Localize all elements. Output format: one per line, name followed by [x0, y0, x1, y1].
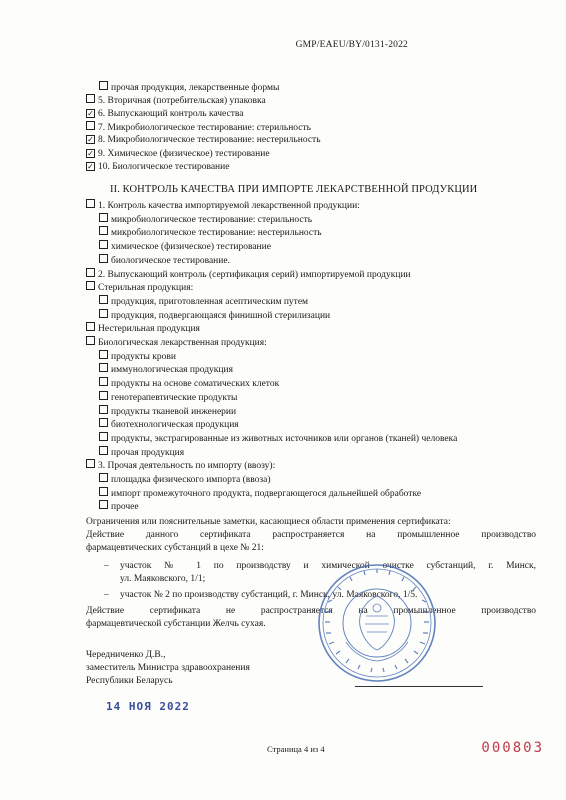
- signatory-country: Республики Беларусь: [86, 676, 173, 686]
- checkbox-icon: [99, 377, 108, 386]
- section2_items-item: [99, 418, 239, 431]
- section2_items-item: [99, 500, 139, 513]
- checkbox-icon: [99, 391, 108, 400]
- section2_items-item-text: Стерильная продукция:: [98, 283, 194, 294]
- section2_items-item: [99, 446, 184, 459]
- section2_items-item-text: импорт промежуточного продукта, подвергающегося дальнейшей обработке: [111, 488, 422, 499]
- section2_items-item: [99, 240, 271, 253]
- section1_items-item: [86, 108, 243, 120]
- signatory-position: заместитель Министра здравоохранения: [86, 663, 250, 673]
- section1_items-item: [86, 121, 311, 134]
- checked-checkbox-icon: ✓: [87, 148, 94, 158]
- section2_items-item-text: микробиологическое тестирование: нестерильность: [111, 228, 322, 239]
- section2_items-item: [99, 363, 233, 376]
- checkbox-icon: [99, 213, 108, 222]
- section1_items-item: [86, 148, 270, 160]
- section2_items-item: [99, 213, 312, 226]
- checkbox-icon: [86, 336, 95, 345]
- official-seal-stamp: [316, 562, 438, 684]
- section2_items-item: [99, 309, 330, 322]
- section2_items-item: [86, 281, 193, 294]
- section2_items-item-text: продукты, экстрагированные из животных источников или органов (тканей) человека: [111, 433, 458, 444]
- checked-checkbox-icon: ✓: [87, 161, 94, 171]
- serial-number: 000803: [481, 740, 544, 756]
- checkbox-icon: [99, 350, 108, 359]
- checkbox-icon: [86, 199, 95, 208]
- section2_items-item-text: Биологическая лекарственная продукция:: [98, 338, 267, 348]
- section2_items-item: [99, 473, 271, 486]
- section2_items-item-text: продукция, подвергающаяся финишной стерилизации: [111, 310, 331, 321]
- checkbox-icon: [99, 226, 108, 235]
- section2_items-item-text: химическое (физическое) тестирование: [111, 242, 271, 253]
- section2_items-item: [99, 254, 230, 267]
- checkbox-icon: [86, 281, 95, 290]
- section2_items-item: [99, 487, 421, 500]
- page-number: Страница 4 из 4: [267, 744, 325, 754]
- section2_items-item-text: 3. Прочая деятельность по импорту (ввозу):: [98, 461, 276, 472]
- section2_items-item: [86, 199, 360, 212]
- section2_items-item-text: иммунологическая продукция: [111, 365, 233, 376]
- section2-title: II. КОНТРОЛЬ КАЧЕСТВА ПРИ ИМПОРТЕ ЛЕКАРСТВЕННОЙ ПРОДУКЦИИ: [110, 184, 478, 195]
- certificate-code: GMP/EAEU/BY/0131-2022: [295, 40, 408, 50]
- section1_items-item-text: 9. Химическое (физическое) тестирование: [98, 148, 270, 159]
- section2_items-item: [99, 377, 279, 390]
- notes-heading: Ограничения или пояснительные заметки, касающиеся области применения сертификата:: [86, 517, 451, 527]
- checked-checkbox-icon: ✓: [87, 135, 94, 145]
- section2_items-item: [99, 295, 308, 308]
- section1_items-item: [86, 161, 229, 173]
- checkbox-icon: [99, 240, 108, 249]
- checkbox-icon: [99, 295, 108, 304]
- checkbox-icon: [99, 473, 108, 482]
- section1_items-item-text: прочая продукция, лекарственные формы: [111, 83, 280, 93]
- signature-line: [355, 686, 483, 687]
- section2_items-item-text: 1. Контроль качества импортируемой лекарственной продукции:: [98, 201, 360, 211]
- section2_items-item-text: генотерапевтические продукты: [111, 392, 238, 403]
- section1_items-item-text: 8. Микробиологическое тестирование: нестерильность: [98, 135, 321, 146]
- checkbox-icon: [86, 322, 95, 331]
- checkbox-icon: [99, 309, 108, 318]
- section2_items-item: [86, 459, 275, 472]
- notes-para2-line2: фармацевтической субстанции Желчь сухая.: [86, 619, 266, 629]
- checkbox-icon: [99, 418, 108, 427]
- checkbox-icon: [99, 363, 108, 372]
- section2_items-item: [99, 350, 176, 363]
- section2_items-item-text: биотехнологическая продукция: [111, 420, 239, 431]
- section2_items-item: [86, 336, 267, 349]
- section2_items-item: [99, 391, 237, 404]
- checkbox-icon: [86, 121, 95, 130]
- checkbox-icon: [99, 500, 108, 509]
- checkbox-icon: [99, 254, 108, 263]
- checkbox-icon: [86, 268, 95, 277]
- section1_items-item-text: 10. Биологическое тестирование: [98, 161, 230, 172]
- checkbox-icon: [99, 405, 108, 414]
- section2_items-item-text: прочая продукция: [111, 447, 185, 458]
- section1_items-item-text: 5. Вторичная (потребительская) упаковка: [98, 96, 266, 107]
- checked-checkbox-icon: ✓: [87, 108, 94, 118]
- notes-para2-line1: Действие сертификата не распространяется на промышленное производство: [86, 606, 536, 616]
- section2_items-item: [99, 432, 457, 445]
- section2_items-item-text: 2. Выпускающий контроль (сертификация серий) импортируемой продукции: [98, 269, 411, 280]
- checkbox-icon: [99, 81, 108, 90]
- notes-para1-line1: Действие данного сертификата распространяется на промышленное производство: [86, 530, 536, 540]
- section2_items-item-text: продукты крови: [111, 351, 176, 362]
- section2_items-item-text: продукты тканевой инженерии: [111, 406, 237, 417]
- section2_items-item-text: прочее: [111, 502, 139, 513]
- section2_items-item-text: микробиологическое тестирование: стерильность: [111, 214, 313, 225]
- section2_items-item: [86, 322, 200, 335]
- section1_items-item-text: 7. Микробиологическое тестирование: стерильность: [98, 122, 311, 133]
- section2_items-item: [86, 268, 411, 281]
- checkbox-icon: [99, 487, 108, 496]
- signatory-name: Чередниченко Д.В.,: [86, 650, 166, 660]
- checkbox-icon: [99, 432, 108, 441]
- checkbox-icon: [99, 446, 108, 455]
- notes-bullet1-line1: – участок № 1 по производству и химической очистке субстанций, г. Минск,: [104, 561, 536, 571]
- section2_items-item: [99, 405, 236, 418]
- section1_items-item-text: 6. Выпускающий контроль качества: [98, 108, 244, 119]
- section2_items-item-text: продукты на основе соматических клеток: [111, 379, 280, 390]
- notes-para1-line2: фармацевтических субстанций в цехе № 21:: [86, 543, 264, 553]
- section2_items-item-text: площадка физического импорта (ввоза): [111, 475, 271, 485]
- checkbox-icon: [86, 459, 95, 468]
- section2_items-item: [99, 226, 322, 239]
- date-stamp: 14 НОЯ 2022: [106, 700, 190, 713]
- section2_items-item-text: биологическое тестирование.: [111, 255, 230, 266]
- section1_items-item: [99, 81, 279, 94]
- section1_items-item: [86, 134, 321, 146]
- notes-bullet1-line2: ул. Маяковского, 1/1;: [120, 574, 206, 584]
- section2_items-item-text: продукция, приготовленная асептическим путем: [111, 296, 309, 307]
- section2_items-item-text: Нестерильная продукция: [98, 324, 200, 335]
- checkbox-icon: [86, 94, 95, 103]
- section1_items-item: [86, 94, 266, 107]
- notes-bullet2: – участок № 2 по производству субстанций, г. Минск, ул. Маяковского, 1/5.: [104, 590, 418, 600]
